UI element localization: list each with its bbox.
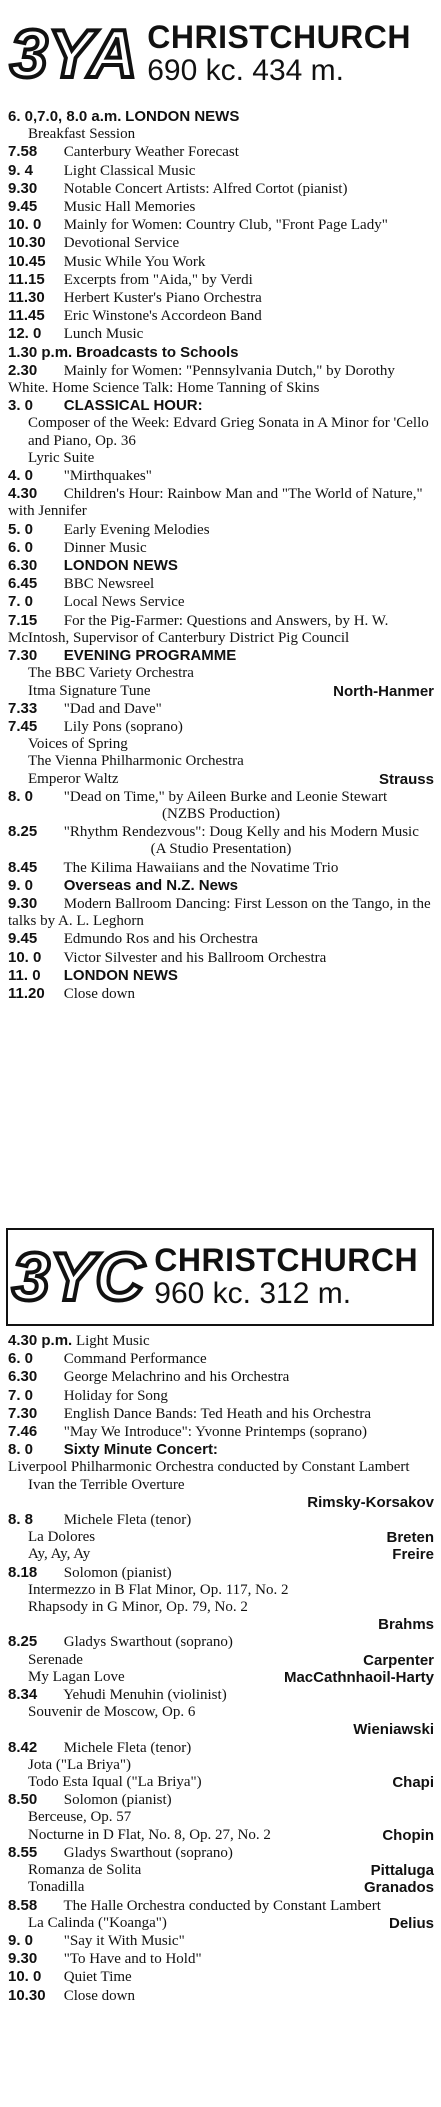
programme-entry: [8, 718, 434, 736]
entry-time: 9. 4: [8, 161, 34, 179]
entry-title: Canterbury Weather Forecast: [63, 144, 239, 161]
programme-entry: [8, 1968, 434, 1986]
entry-title: LONDON NEWS: [63, 557, 178, 575]
entry-title: "Rhythm Rendezvous": Doug Kelly and his Modern Music: [63, 824, 419, 841]
programme-entry: [8, 1932, 434, 1950]
entry-time: 7. 0: [8, 593, 34, 611]
entry-title: Serenade: [28, 1651, 83, 1668]
entry-title: Close down: [63, 1987, 135, 2004]
entry-title: Tonadilla: [28, 1879, 85, 1896]
entry-title: Music While You Work: [63, 253, 206, 270]
entry-title: La Dolores: [28, 1529, 96, 1546]
entry-time: 8.58: [8, 1896, 38, 1914]
entry-time: 2.30: [8, 361, 38, 379]
entry-time: 1.30 p.m.: [8, 343, 73, 361]
programme-entry: [8, 162, 434, 180]
entry-title: LONDON NEWS: [63, 966, 178, 984]
programme-entry: [8, 1529, 434, 1546]
programme-entry: [8, 1844, 434, 1862]
programme-entry: [8, 1897, 434, 1915]
programme-entry: [8, 1757, 434, 1774]
programme-entry: [8, 1477, 434, 1494]
entry-composer: Pittaluga: [370, 1862, 434, 1880]
entry-title: Souvenir de Moscow, Op. 6: [28, 1704, 196, 1721]
programme-entry: [8, 271, 434, 289]
entry-title: Jota ("La Briya"): [28, 1756, 132, 1773]
programme-entry: [8, 180, 434, 198]
entry-composer: Strauss: [378, 770, 434, 788]
entry-title: Solomon (pianist): [63, 1564, 172, 1581]
programme-entry: [8, 1441, 434, 1459]
programme-entry: [8, 1704, 434, 1721]
programme-entry: [8, 1774, 434, 1791]
entry-composer: Carpenter: [363, 1651, 434, 1669]
entry-time: 6. 0,7.0, 8.0 a.m.: [8, 108, 122, 125]
station-info-3ya: [147, 18, 411, 88]
programme-entry: [8, 647, 434, 665]
entry-title: La Calinda ("Koanga"): [28, 1914, 167, 1931]
entry-title: Solomon (pianist): [63, 1792, 172, 1809]
entry-title: The BBC Variety Orchestra: [28, 665, 194, 682]
entry-title: EVENING PROGRAMME: [63, 647, 237, 665]
entry-title: Voices of Spring: [28, 736, 128, 753]
programme-entry: [8, 1791, 434, 1809]
station-header-3yc: [6, 1228, 434, 1326]
entry-title: Berceuse, Op. 57: [28, 1809, 132, 1826]
programme-entry: [8, 289, 434, 307]
entry-time: 8.34: [8, 1686, 38, 1704]
entry-title: Intermezzo in B Flat Minor, Op. 117, No. 2: [28, 1581, 289, 1598]
programme-entry: [8, 307, 434, 325]
programme-entry: [8, 539, 434, 557]
programme-entry: [8, 450, 434, 467]
programme-entry: [8, 1582, 434, 1599]
entry-time: 10.30: [8, 1986, 46, 2004]
programme-entry: [8, 788, 434, 806]
programme-entry: [8, 1423, 434, 1441]
programme-entry: [8, 1633, 434, 1651]
entry-time: 9. 0: [8, 1931, 34, 1949]
entry-title: Eric Winstone's Accordeon Band: [63, 308, 262, 325]
entry-time: 11.30: [8, 289, 45, 307]
programme-entry: [8, 665, 434, 682]
entry-time: 10. 0: [8, 1968, 42, 1986]
entry-title: Notable Concert Artists: Alfred Cortot (pianist): [63, 180, 348, 197]
programme-entry: [8, 683, 434, 700]
entry-title: Yehudi Menuhin (violinist): [63, 1687, 227, 1704]
programme-entry: [8, 1368, 434, 1386]
programme-entry: [8, 949, 434, 967]
entry-time: 11.15: [8, 270, 45, 288]
entry-time: 8.25: [8, 823, 38, 841]
programme-entry: [8, 593, 434, 611]
entry-time: 7.45: [8, 717, 38, 735]
programme-entry: [8, 575, 434, 593]
programme-entry: [8, 1915, 434, 1932]
station-city-3yc: CHRISTCHURCH: [154, 1241, 419, 1278]
programme-entry: [8, 143, 434, 161]
programme-entry: [8, 1686, 434, 1704]
entry-composer: Freire: [392, 1546, 434, 1564]
entry-time: 8.55: [8, 1843, 38, 1861]
entry-title: Nocturne in D Flat, No. 8, Op. 27, No. 2: [28, 1826, 271, 1843]
programme-entry: [8, 1987, 434, 2005]
entry-title: Local News Service: [63, 594, 185, 611]
entry-title: Ivan the Terrible Overture: [28, 1476, 185, 1493]
entry-time: 8.42: [8, 1738, 38, 1756]
programme-entry: [8, 216, 434, 234]
entry-time: 9.45: [8, 930, 38, 948]
programme-entry: [8, 1350, 434, 1368]
programme-entry: [8, 823, 434, 841]
entry-title: "To Have and to Hold": [63, 1951, 202, 1968]
programme-entry: [8, 1332, 434, 1350]
entry-time: 8.45: [8, 858, 38, 876]
callsign-logo-3ya: 3YA: [10, 16, 138, 92]
entry-title: Victor Silvester and his Ballroom Orchestra: [63, 949, 327, 966]
programme-entry: [8, 108, 434, 126]
entry-title: Children's Hour: Rainbow Man and "The World of Nature," with Jennifer: [8, 486, 423, 520]
entry-title: Itma Signature Tune: [28, 682, 151, 699]
entry-time: 8.50: [8, 1791, 38, 1809]
programme-entry: [8, 1494, 434, 1511]
programme-entry: [8, 841, 434, 858]
entry-time: 10.45: [8, 252, 46, 270]
entry-title: "Dad and Dave": [63, 700, 162, 717]
callsign-logo-3yc: 3YC: [12, 1239, 145, 1315]
entry-title: Early Evening Melodies: [63, 521, 210, 538]
programme-entry: [8, 1564, 434, 1582]
programme-entry: [8, 895, 434, 930]
programme-entry: [8, 1599, 434, 1616]
entry-title: Edmundo Ros and his Orchestra: [63, 931, 258, 948]
entry-title: Mainly for Women: "Pennsylvania Dutch," by Dorothy White. Home Science Talk: Home Tanning of Skins: [8, 362, 395, 397]
entry-time: 7.58: [8, 143, 38, 161]
entry-title: (A Studio Presentation): [150, 841, 292, 858]
entry-title: For the Pig-Farmer: Questions and Answers, by H. W. McIntosh, Supervisor of Canterbury District Pig Council: [8, 612, 389, 646]
programme-entry: [8, 1616, 434, 1633]
entry-time: 8.18: [8, 1563, 38, 1581]
programme-entry: [8, 521, 434, 539]
programme-entry: [8, 253, 434, 271]
programme-entry: [8, 198, 434, 216]
entry-title: Command Performance: [63, 1351, 207, 1368]
entry-time: 10.30: [8, 234, 46, 252]
programme-entry: [8, 700, 434, 718]
programme-entry: [8, 234, 434, 252]
programme-entry: [8, 1809, 434, 1826]
entry-title: Romanza de Solita: [28, 1862, 142, 1879]
entry-title: Gladys Swarthout (soprano): [63, 1634, 233, 1651]
entry-title: Rhapsody in G Minor, Op. 79, No. 2: [28, 1599, 248, 1616]
entry-time: 4.30 p.m.: [8, 1332, 73, 1349]
entry-time: 10. 0: [8, 948, 42, 966]
entry-title: Music Hall Memories: [63, 199, 196, 216]
entry-title: Michele Fleta (tenor): [63, 1739, 192, 1756]
entry-composer: Chopin: [382, 1826, 434, 1844]
entry-title: The Vienna Philharmonic Orchestra: [28, 753, 244, 770]
entry-time: 4. 0: [8, 467, 34, 485]
entry-time: 6.30: [8, 557, 38, 575]
entry-time: 7.46: [8, 1423, 38, 1441]
entry-time: 6. 0: [8, 538, 34, 556]
entry-title: Devotional Service: [63, 235, 180, 252]
station-frequency-3yc: 960 kc. 312 m.: [154, 1277, 352, 1311]
entry-title: Modern Ballroom Dancing: First Lesson on the Tango, in the talks by A. L. Leghorn: [8, 895, 431, 930]
entry-time: 6. 0: [8, 1350, 34, 1368]
programme-entry: [8, 1862, 434, 1879]
programme-entry: [8, 967, 434, 985]
entry-title: Broadcasts to Schools: [75, 343, 239, 361]
entry-title: Liverpool Philharmonic Orchestra conducted by Constant Lambert: [8, 1459, 410, 1476]
entry-title: Holiday for Song: [63, 1387, 168, 1404]
entry-time: 5. 0: [8, 520, 34, 538]
entry-title: The Kilima Hawaiians and the Novatime Trio: [63, 859, 339, 876]
entry-composer: Wieniawski: [353, 1721, 434, 1739]
entry-title: Dinner Music: [63, 539, 147, 556]
entry-title: Overseas and N.Z. News: [63, 876, 238, 894]
entry-title: "May We Introduce": Yvonne Printemps (soprano): [63, 1424, 367, 1441]
entry-time: 11.20: [8, 984, 45, 1002]
programme-entry: [8, 126, 434, 143]
entry-title: Lily Pons (soprano): [63, 718, 183, 735]
entry-title: Light Classical Music: [63, 162, 196, 179]
entry-time: 10. 0: [8, 216, 42, 234]
programme-entry: [8, 753, 434, 770]
programme-entry: [8, 362, 434, 397]
entry-time: 9.30: [8, 1950, 38, 1968]
programme-entry: [8, 415, 434, 449]
entry-title: "Say it With Music": [63, 1932, 185, 1949]
entry-time: 7.30: [8, 1404, 38, 1422]
entry-time: 6.45: [8, 575, 38, 593]
entry-composer: Brahms: [378, 1616, 434, 1634]
entry-title: Emperor Waltz: [28, 770, 119, 787]
entry-title: Quiet Time: [63, 1969, 132, 1986]
programme-list-3yc: [8, 1332, 434, 2005]
entry-title: English Dance Bands: Ted Heath and his Orchestra: [63, 1405, 372, 1422]
programme-entry: [8, 1879, 434, 1896]
entry-title: George Melachrino and his Orchestra: [63, 1369, 290, 1386]
entry-title: Todo Esta Iqual ("La Briya"): [28, 1774, 202, 1791]
programme-entry: [8, 1669, 434, 1686]
programme-entry: [8, 1652, 434, 1669]
programme-entry: [8, 806, 434, 823]
programme-entry: [8, 859, 434, 877]
programme-entry: [8, 877, 434, 895]
entry-time: 9.30: [8, 894, 38, 912]
entry-title: LONDON NEWS: [125, 108, 240, 125]
entry-title: Gladys Swarthout (soprano): [63, 1844, 233, 1861]
entry-title: Sixty Minute Concert:: [63, 1441, 218, 1459]
entry-time: 7.15: [8, 611, 38, 629]
entry-time: 9. 0: [8, 876, 34, 894]
entry-time: 9.45: [8, 198, 38, 216]
entry-title: Lunch Music: [63, 326, 144, 343]
entry-title: Composer of the Week: Edvard Grieg Sonata in A Minor for 'Cello and Piano, Op. 36: [28, 415, 429, 449]
entry-time: 8.25: [8, 1633, 38, 1651]
entry-title: Close down: [63, 985, 135, 1002]
entry-composer: Granados: [363, 1879, 434, 1897]
entry-title: The Halle Orchestra conducted by Constant Lambert: [63, 1897, 381, 1914]
programme-entry: [8, 344, 434, 362]
programme-entry: [8, 397, 434, 415]
station-info-3yc: [154, 1241, 419, 1311]
entry-time: 3. 0: [8, 397, 34, 415]
entry-title: (NZBS Production): [162, 805, 280, 822]
entry-title: BBC Newsreel: [63, 576, 155, 593]
entry-time: 8. 0: [8, 787, 34, 805]
entry-title: Herbert Kuster's Piano Orchestra: [63, 290, 262, 307]
programme-entry: [8, 1721, 434, 1738]
entry-composer: Delius: [388, 1914, 434, 1932]
entry-time: 9.30: [8, 179, 38, 197]
entry-time: 7.33: [8, 699, 38, 717]
programme-entry: [8, 1546, 434, 1563]
programme-entry: [8, 1739, 434, 1757]
programme-list-3ya: [8, 108, 434, 1003]
entry-title: Breakfast Session: [28, 126, 136, 143]
entry-title: "Mirthquakes": [63, 468, 152, 485]
entry-time: 11. 0: [8, 966, 41, 984]
entry-composer: Rimsky-Korsakov: [307, 1493, 434, 1511]
entry-time: 7.30: [8, 647, 38, 665]
programme-entry: [8, 612, 434, 647]
entry-time: 4.30: [8, 485, 38, 503]
programme-entry: [8, 736, 434, 753]
programme-entry: [8, 1459, 434, 1476]
entry-title: Light Music: [75, 1333, 150, 1349]
programme-entry: [8, 771, 434, 788]
entry-title: Excerpts from "Aida," by Verdi: [63, 271, 253, 288]
entry-title: Lyric Suite: [28, 449, 95, 466]
station-header-3ya: [6, 4, 434, 104]
station-frequency-3ya: 690 kc. 434 m.: [147, 54, 345, 88]
programme-entry: [8, 985, 434, 1003]
station-city-3ya: CHRISTCHURCH: [147, 18, 411, 55]
entry-title: CLASSICAL HOUR:: [63, 397, 203, 415]
programme-entry: [8, 1827, 434, 1844]
entry-time: 6.30: [8, 1368, 38, 1386]
entry-time: 11.45: [8, 307, 45, 325]
entry-title: Ay, Ay, Ay: [28, 1546, 91, 1563]
programme-entry: [8, 1511, 434, 1529]
entry-composer: Breten: [386, 1529, 434, 1547]
programme-entry: [8, 557, 434, 575]
programme-entry: [8, 325, 434, 343]
entry-time: 8. 0: [8, 1441, 34, 1459]
programme-entry: [8, 1405, 434, 1423]
entry-title: Mainly for Women: Country Club, "Front Page Lady": [63, 217, 388, 234]
entry-time: 7. 0: [8, 1386, 34, 1404]
entry-title: "Dead on Time," by Aileen Burke and Leonie Stewart: [63, 788, 388, 805]
entry-time: 12. 0: [8, 325, 42, 343]
entry-title: Michele Fleta (tenor): [63, 1512, 192, 1529]
programme-entry: [8, 1950, 434, 1968]
programme-entry: [8, 467, 434, 485]
entry-composer: MacCathnhaoil-Harty: [283, 1668, 434, 1686]
programme-entry: [8, 1387, 434, 1405]
programme-entry: [8, 485, 434, 520]
entry-time: 8. 8: [8, 1511, 34, 1529]
programme-entry: [8, 930, 434, 948]
entry-composer: North-Hanmer: [333, 682, 434, 700]
entry-title: My Lagan Love: [28, 1668, 125, 1685]
entry-composer: Chapi: [392, 1774, 434, 1792]
